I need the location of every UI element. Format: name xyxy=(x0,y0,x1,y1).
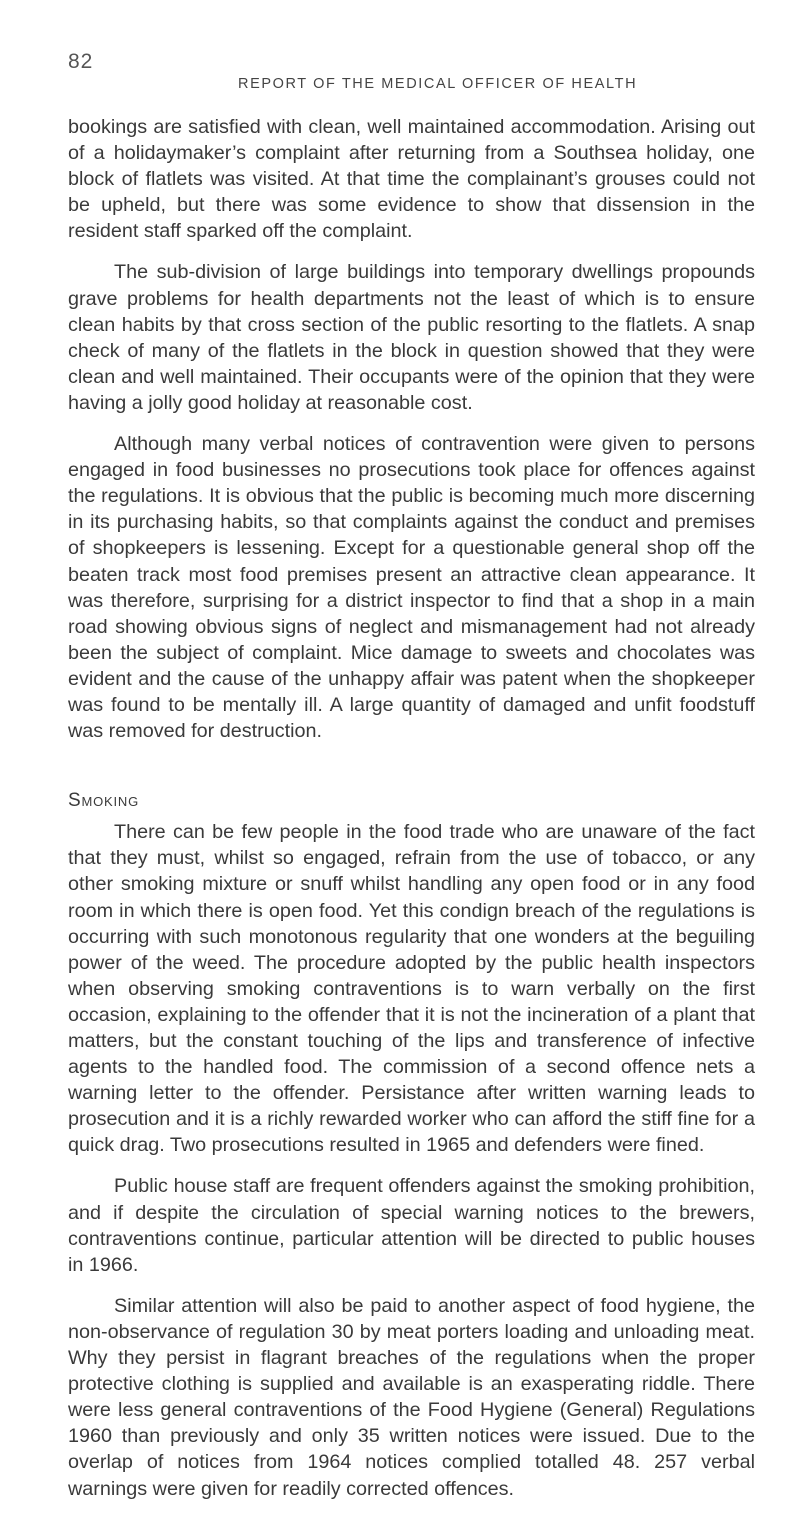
paragraph: bookings are satisfied with clean, well maintained accommodation. Arising out of a holidaymaker’s complaint after returning from a Southsea holiday, one block of flatlets was visited. At that time the complainant’s grouses could not be upheld, but there was some evidence to show that dissension in the resident staff sparked off the complaint. xyxy=(68,116,755,243)
paragraph: Public house staff are frequent offenders against the smoking prohibition, and if despite the circulation of special warning notices to the brewers, contraventions continue, particular attention will be directed to public houses in 1966. xyxy=(68,1175,755,1276)
paragraph: Although many verbal notices of contravention were given to persons engaged in food businesses no prosecutions took place for offences against the regulations. It is obvious that the public is becoming much more discerning in its purchasing habits, so that complaints against the conduct and premises of shopkeepers is lessening. Except for a questionable general shop off the beaten track most food premises present an attractive clean appearance. It was therefore, surprising for a district inspector to find that a shop in a main road showing obvious signs of neglect and mismanagement had not already been the subject of complaint. Mice damage to sweets and chocolates was evident and the cause of the unhappy affair was patent when the shopkeeper was found to be mentally ill. A large quantity of damaged and unfit foodstuff was removed for destruction. xyxy=(68,433,755,743)
header-title: REPORT OF THE MEDICAL OFFICER OF HEALTH xyxy=(238,76,638,92)
page-number: 82 xyxy=(68,50,94,73)
paragraph: The sub-division of large buildings into temporary dwellings propounds grave problems for health departments not the least of which is to ensure clean habits by that cross section of the public resorting to the flatlets. A snap check of many of the flatlets in the block in question showed that they were clean and well maintained. Their occupants were of the opinion that they were having a jolly good holiday at reasonable cost. xyxy=(68,261,755,414)
section-heading-smoking: Smoking xyxy=(68,790,139,812)
paragraph: Similar attention will also be paid to another aspect of food hygiene, the non-observance of regulation 30 by meat porters loading and unloading meat. Why they persist in flagrant breaches of the regulations when the proper protective clothing is supplied and available is an exasperating riddle. There were less general contraventions of the Food Hygiene (General) Regulations 1960 than previously and only 35 written notices were issued. Due to the overlap of notices from 1964 notices complied totalled 48. 257 verbal warnings were given for readily corrected offences. xyxy=(68,1294,755,1500)
paragraph: There can be few people in the food trade who are unaware of the fact that they must, whilst so engaged, refrain from the use of tobacco, or any other smoking mixture or snuff whilst handling any open food or in any food room in which there is open food. Yet this condign breach of the regulations is occurring with such monotonous regularity that one wonders at the beguiling power of the weed. The procedure adopted by the public health inspectors when observing smoking contraventions is to warn verbally on the first occasion, explaining to the offender that it is not the incineration of a plant that matters, but the constant touching of the lips and transference of infective agents to the handled food. The commission of a second offence nets a warning letter to the offender. Persistance after written warning leads to prosecution and it is a richly rewarded worker who can afford the stiff fine for a quick drag. Two prosecutions resulted in 1965 and defenders were fined. xyxy=(68,821,755,1157)
running-header xyxy=(40,46,760,92)
body-text xyxy=(68,114,755,1517)
